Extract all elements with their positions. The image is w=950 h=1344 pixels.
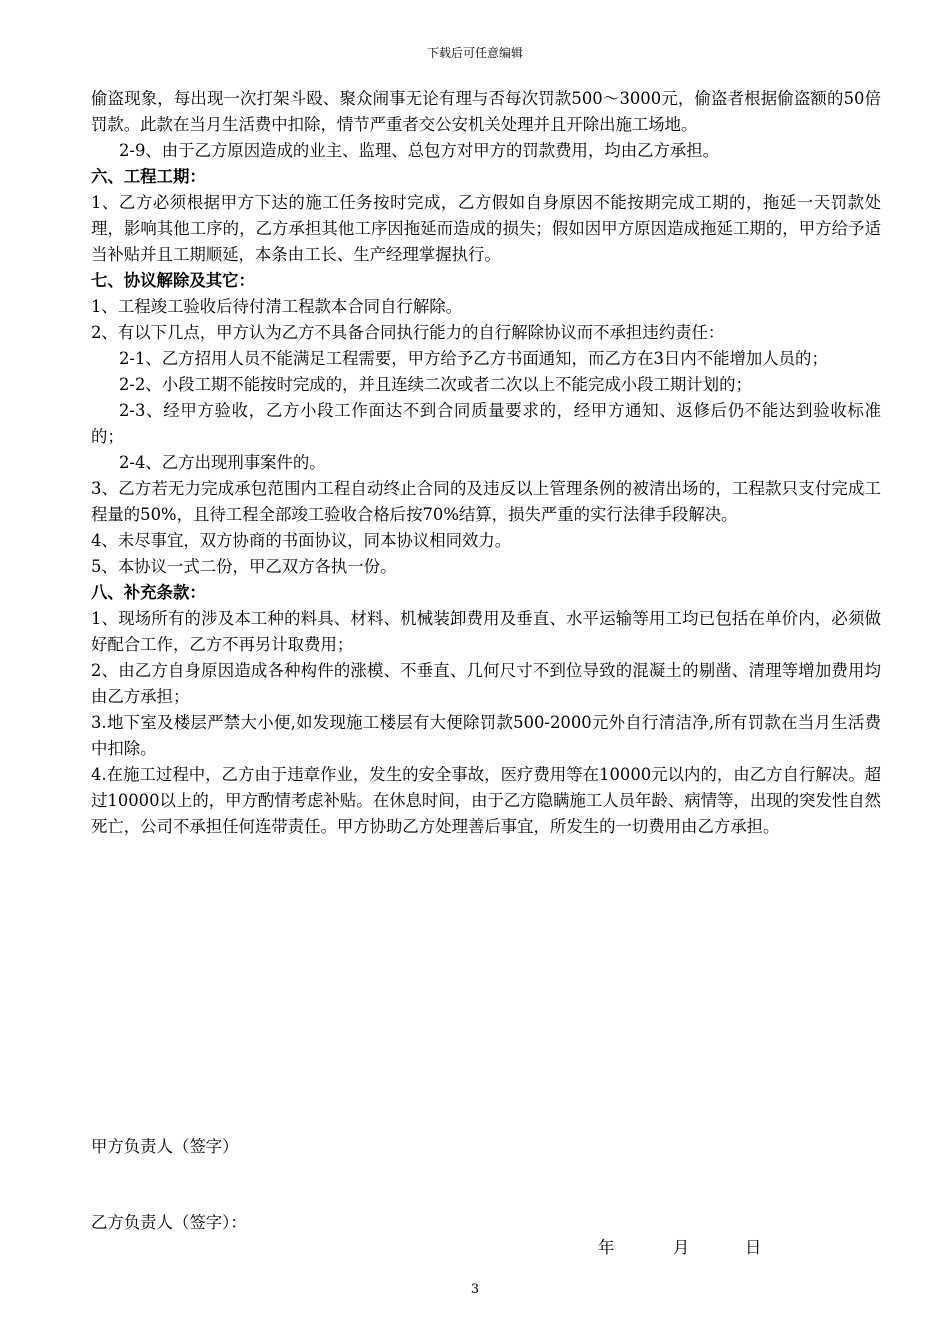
- clause-paragraph: 2-9、由于乙方原因造成的业主、监理、总包方对甲方的罚款费用，均由乙方承担。: [119, 141, 720, 160]
- clause-paragraph: 1、现场所有的涉及本工种的料具、材料、机械装卸费用及垂直、水平运输等用工均已包括在单价内，必须做好配合工作，乙方不再另计取费用；: [91, 609, 881, 654]
- date-month-label: 月: [673, 1238, 690, 1257]
- clause-paragraph: 3.地下室及楼层严禁大小便,如发现施工楼层有大便除罚款500-2000元外自行清洁净,所有罚款在当月生活费中扣除。: [91, 713, 881, 758]
- clause-paragraph: 2-4、乙方出现刑事案件的。: [119, 453, 326, 472]
- clause-paragraph: 5、本协议一式二份，甲乙双方各执一份。: [91, 557, 397, 576]
- page-header: 下载后可任意编辑: [426, 46, 523, 60]
- section-heading: 八、补充条款：: [91, 583, 206, 602]
- clause-paragraph: 4、未尽事宜，双方协商的书面协议，同本协议相同效力。: [91, 531, 512, 550]
- signature-date: [598, 1234, 761, 1258]
- clause-paragraph: 偷盗现象，每出现一次打架斗殴、聚众闹事无论有理与否每次罚款500～3000元，偷盗者根据偷盗额的50倍罚款。此款在当月生活费中扣除，情节严重者交公安机关处理并且开除出施工场地。: [91, 89, 881, 134]
- clause-paragraph: 2-3、经甲方验收，乙方小段工作面达不到合同质量要求的，经甲方通知、返修后仍不能达到验收标准的；: [91, 401, 881, 446]
- clause-paragraph: 3、乙方若无力完成承包范围内工程自动终止合同的及违反以上管理条例的被清出场的，工程款只支付完成工程量的50%，且待工程全部竣工验收合格后按70%结算，损失严重的实行法律手段解决。: [91, 479, 881, 524]
- clause-paragraph: 1、乙方必须根据甲方下达的施工任务按时完成，乙方假如自身原因不能按期完成工期的，拖延一天罚款处理，影响其他工序的，乙方承担其他工序因拖延而造成的损失；假如因甲方原因造成拖延工期的，甲方给予适当补贴并且工期顺延，本条由工长、生产经理掌握执行。: [91, 193, 881, 264]
- document-body: [91, 86, 881, 840]
- clause-paragraph: 2、有以下几点，甲方认为乙方不具备合同执行能力的自行解除协议而不承担违约责任：: [91, 323, 725, 342]
- clause-paragraph: 2-2、小段工期不能按时完成的，并且连续二次或者二次以上不能完成小段工期计划的；: [119, 375, 752, 394]
- section-heading: 六、工程工期：: [91, 167, 206, 186]
- page-number: 3: [470, 1282, 480, 1297]
- date-year-label: 年: [598, 1238, 615, 1257]
- date-day-label: 日: [745, 1238, 762, 1257]
- clause-paragraph: 2-1、乙方招用人员不能满足工程需要，甲方给予乙方书面通知，而乙方在3日内不能增加人员的；: [119, 349, 828, 368]
- party-a-signature-label: 甲方负责人（签字）: [91, 1137, 239, 1156]
- section-heading: 七、协议解除及其它：: [91, 271, 255, 290]
- clause-paragraph: 2、由乙方自身原因造成各种构件的涨模、不垂直、几何尺寸不到位导致的混凝土的剔凿、清理等增加费用均由乙方承担；: [91, 661, 881, 706]
- clause-paragraph: 1、工程竣工验收后待付清工程款本合同自行解除。: [91, 297, 463, 316]
- party-b-signature-label: 乙方负责人（签字）：: [91, 1213, 247, 1232]
- clause-paragraph: 4.在施工过程中，乙方由于违章作业，发生的安全事故，医疗费用等在10000元以内的，由乙方自行解决。超过10000以上的，甲方酌情考虑补贴。在休息时间，由于乙方隐瞒施工人员年龄、病情等，出现的突发性自然死亡，公司不承担任何连带责任。甲方协助乙方处理善后事宜，所发生的一切费用由乙方承担。: [91, 765, 881, 836]
